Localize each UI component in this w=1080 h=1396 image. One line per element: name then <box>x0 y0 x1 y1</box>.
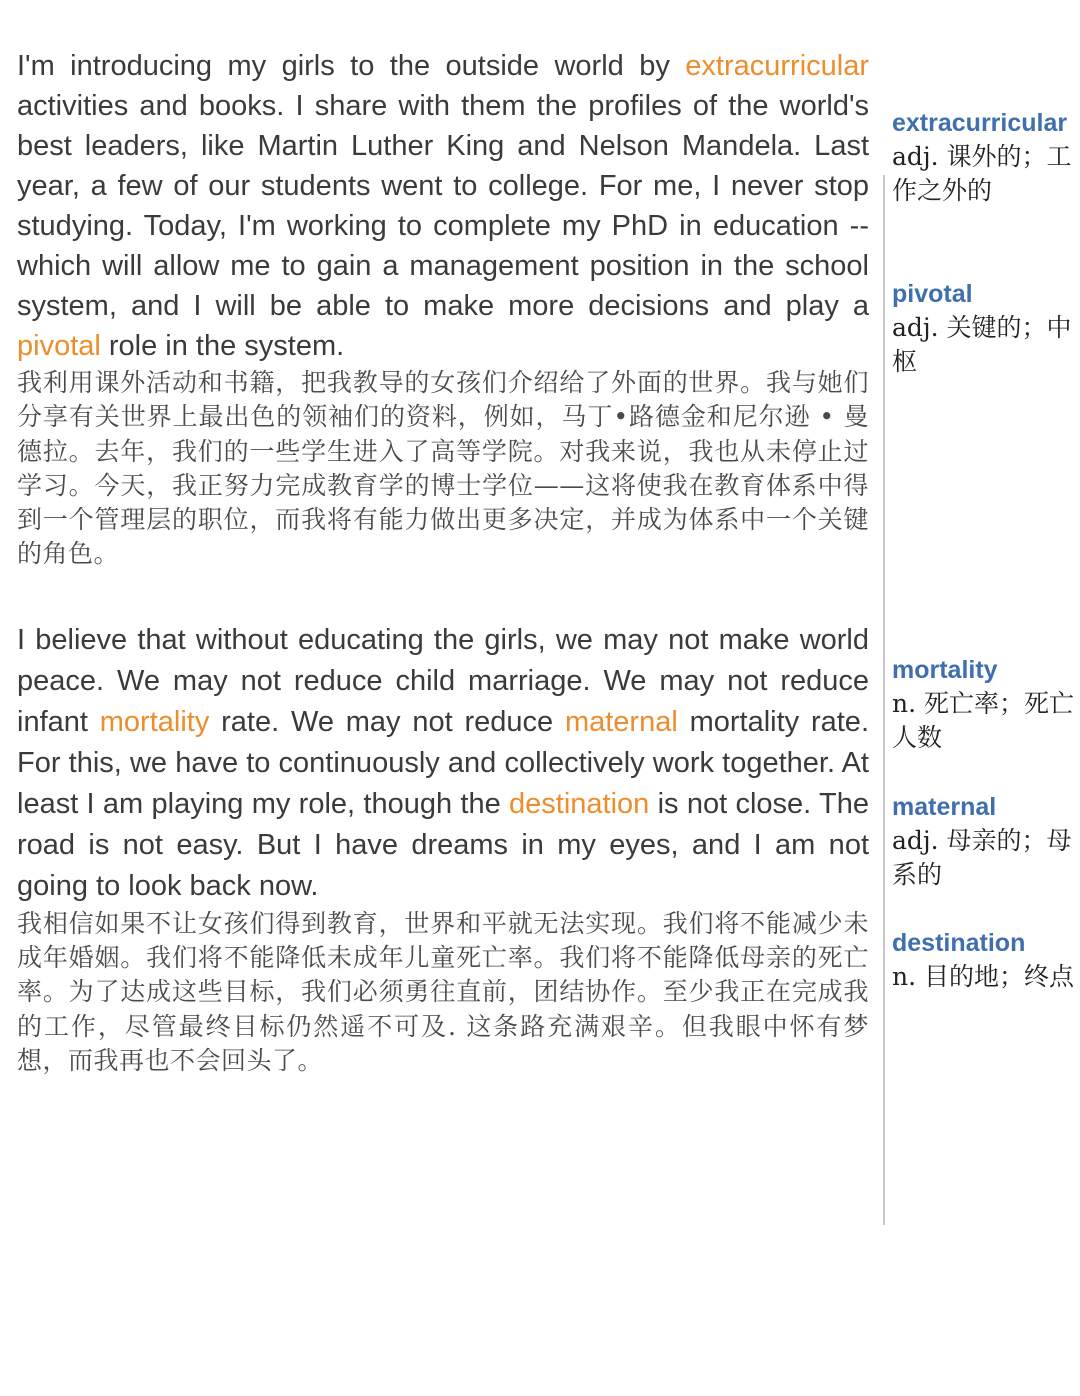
en-text: I believe that without educating the girls, we may not make world peace. We may not reduce child marriage. We may not reduce infant <box>17 623 869 738</box>
keyword-destination: destination <box>509 787 650 820</box>
glossary-entry-pivotal <box>892 279 1077 379</box>
en-text: is not close. The road is not easy. But I have dreams in my eyes, and I am not going to look back now. <box>17 787 869 902</box>
en-text: rate. We may not reduce <box>209 705 565 738</box>
passage-block-2 <box>17 620 869 1078</box>
gloss-word: extracurricular <box>892 109 1068 137</box>
passage-block-1 <box>17 46 869 572</box>
glossary-entry-extracurricular <box>892 108 1077 208</box>
keyword-mortality: mortality <box>99 705 210 738</box>
chinese-paragraph-1: 我利用课外活动和书籍，把我教导的女孩们介绍给了外面的世界。我与她们分享有关世界上最出色的领袖们的资料，例如，马丁•路德金和尼尔逊 • 曼德拉。去年，我们的一些学生进入了高等学院。对我来说，我也从未停止过学习。今天，我正努力完成教育学的博士学位——这将使我在教育体系中得到一个管理层的职位，而我将有能力做出更多决定，并成为体系中一个关键的角色。 <box>17 368 869 569</box>
gloss-word: maternal <box>892 793 997 821</box>
keyword-extracurricular: extracurricular <box>685 50 869 82</box>
gloss-definition: n. 目的地；终点 <box>892 962 1074 991</box>
gloss-word: mortality <box>892 656 998 684</box>
en-text: role in the system. <box>100 330 345 362</box>
en-text: I'm introducing my girls to the outside world by <box>17 50 686 82</box>
gloss-word: destination <box>892 929 1026 957</box>
en-text: activities and books. I share with them the profiles of the world's best leaders, like Martin Luther King and Nelson Mandela. Last year, a few of our students went to college. For me, I never stop studying. Today, I'm working to complete my PhD in education -- which will allow me to gain a management position in the school system, and I will be able to make more decisions and play a <box>17 90 869 322</box>
gloss-word: pivotal <box>892 280 973 308</box>
chinese-paragraph-2: 我相信如果不让女孩们得到教育，世界和平就无法实现。我们将不能减少未成年婚姻。我们将不能降低未成年儿童死亡率。我们将不能降低母亲的死亡率。为了达成这些目标，我们必须勇往直前，团结协作。至少我正在完成我的工作，尽管最终目标仍然遥不可及. 这条路充满艰辛。但我眼中怀有梦想，而我再也不会回头了。 <box>17 908 869 1075</box>
english-paragraph-2 <box>17 620 869 907</box>
glossary-entry-mortality <box>892 655 1077 755</box>
gloss-definition: adj. 课外的；工作之外的 <box>892 142 1072 205</box>
glossary-entry-destination <box>892 928 1077 994</box>
gloss-definition: n. 死亡率；死亡人数 <box>892 689 1074 752</box>
glossary-entry-maternal <box>892 792 1077 892</box>
gloss-definition: adj. 关键的；中枢 <box>892 313 1072 376</box>
keyword-maternal: maternal <box>564 705 678 738</box>
passage-column <box>17 46 869 1078</box>
english-paragraph-1 <box>17 46 869 366</box>
en-text: mortality rate. For this, we have to continuously and collectively work together. At least I am playing my role, though the <box>17 705 869 820</box>
gloss-definition: adj. 母亲的；母系的 <box>892 826 1072 889</box>
keyword-pivotal: pivotal <box>17 330 101 362</box>
column-divider <box>883 175 885 1225</box>
